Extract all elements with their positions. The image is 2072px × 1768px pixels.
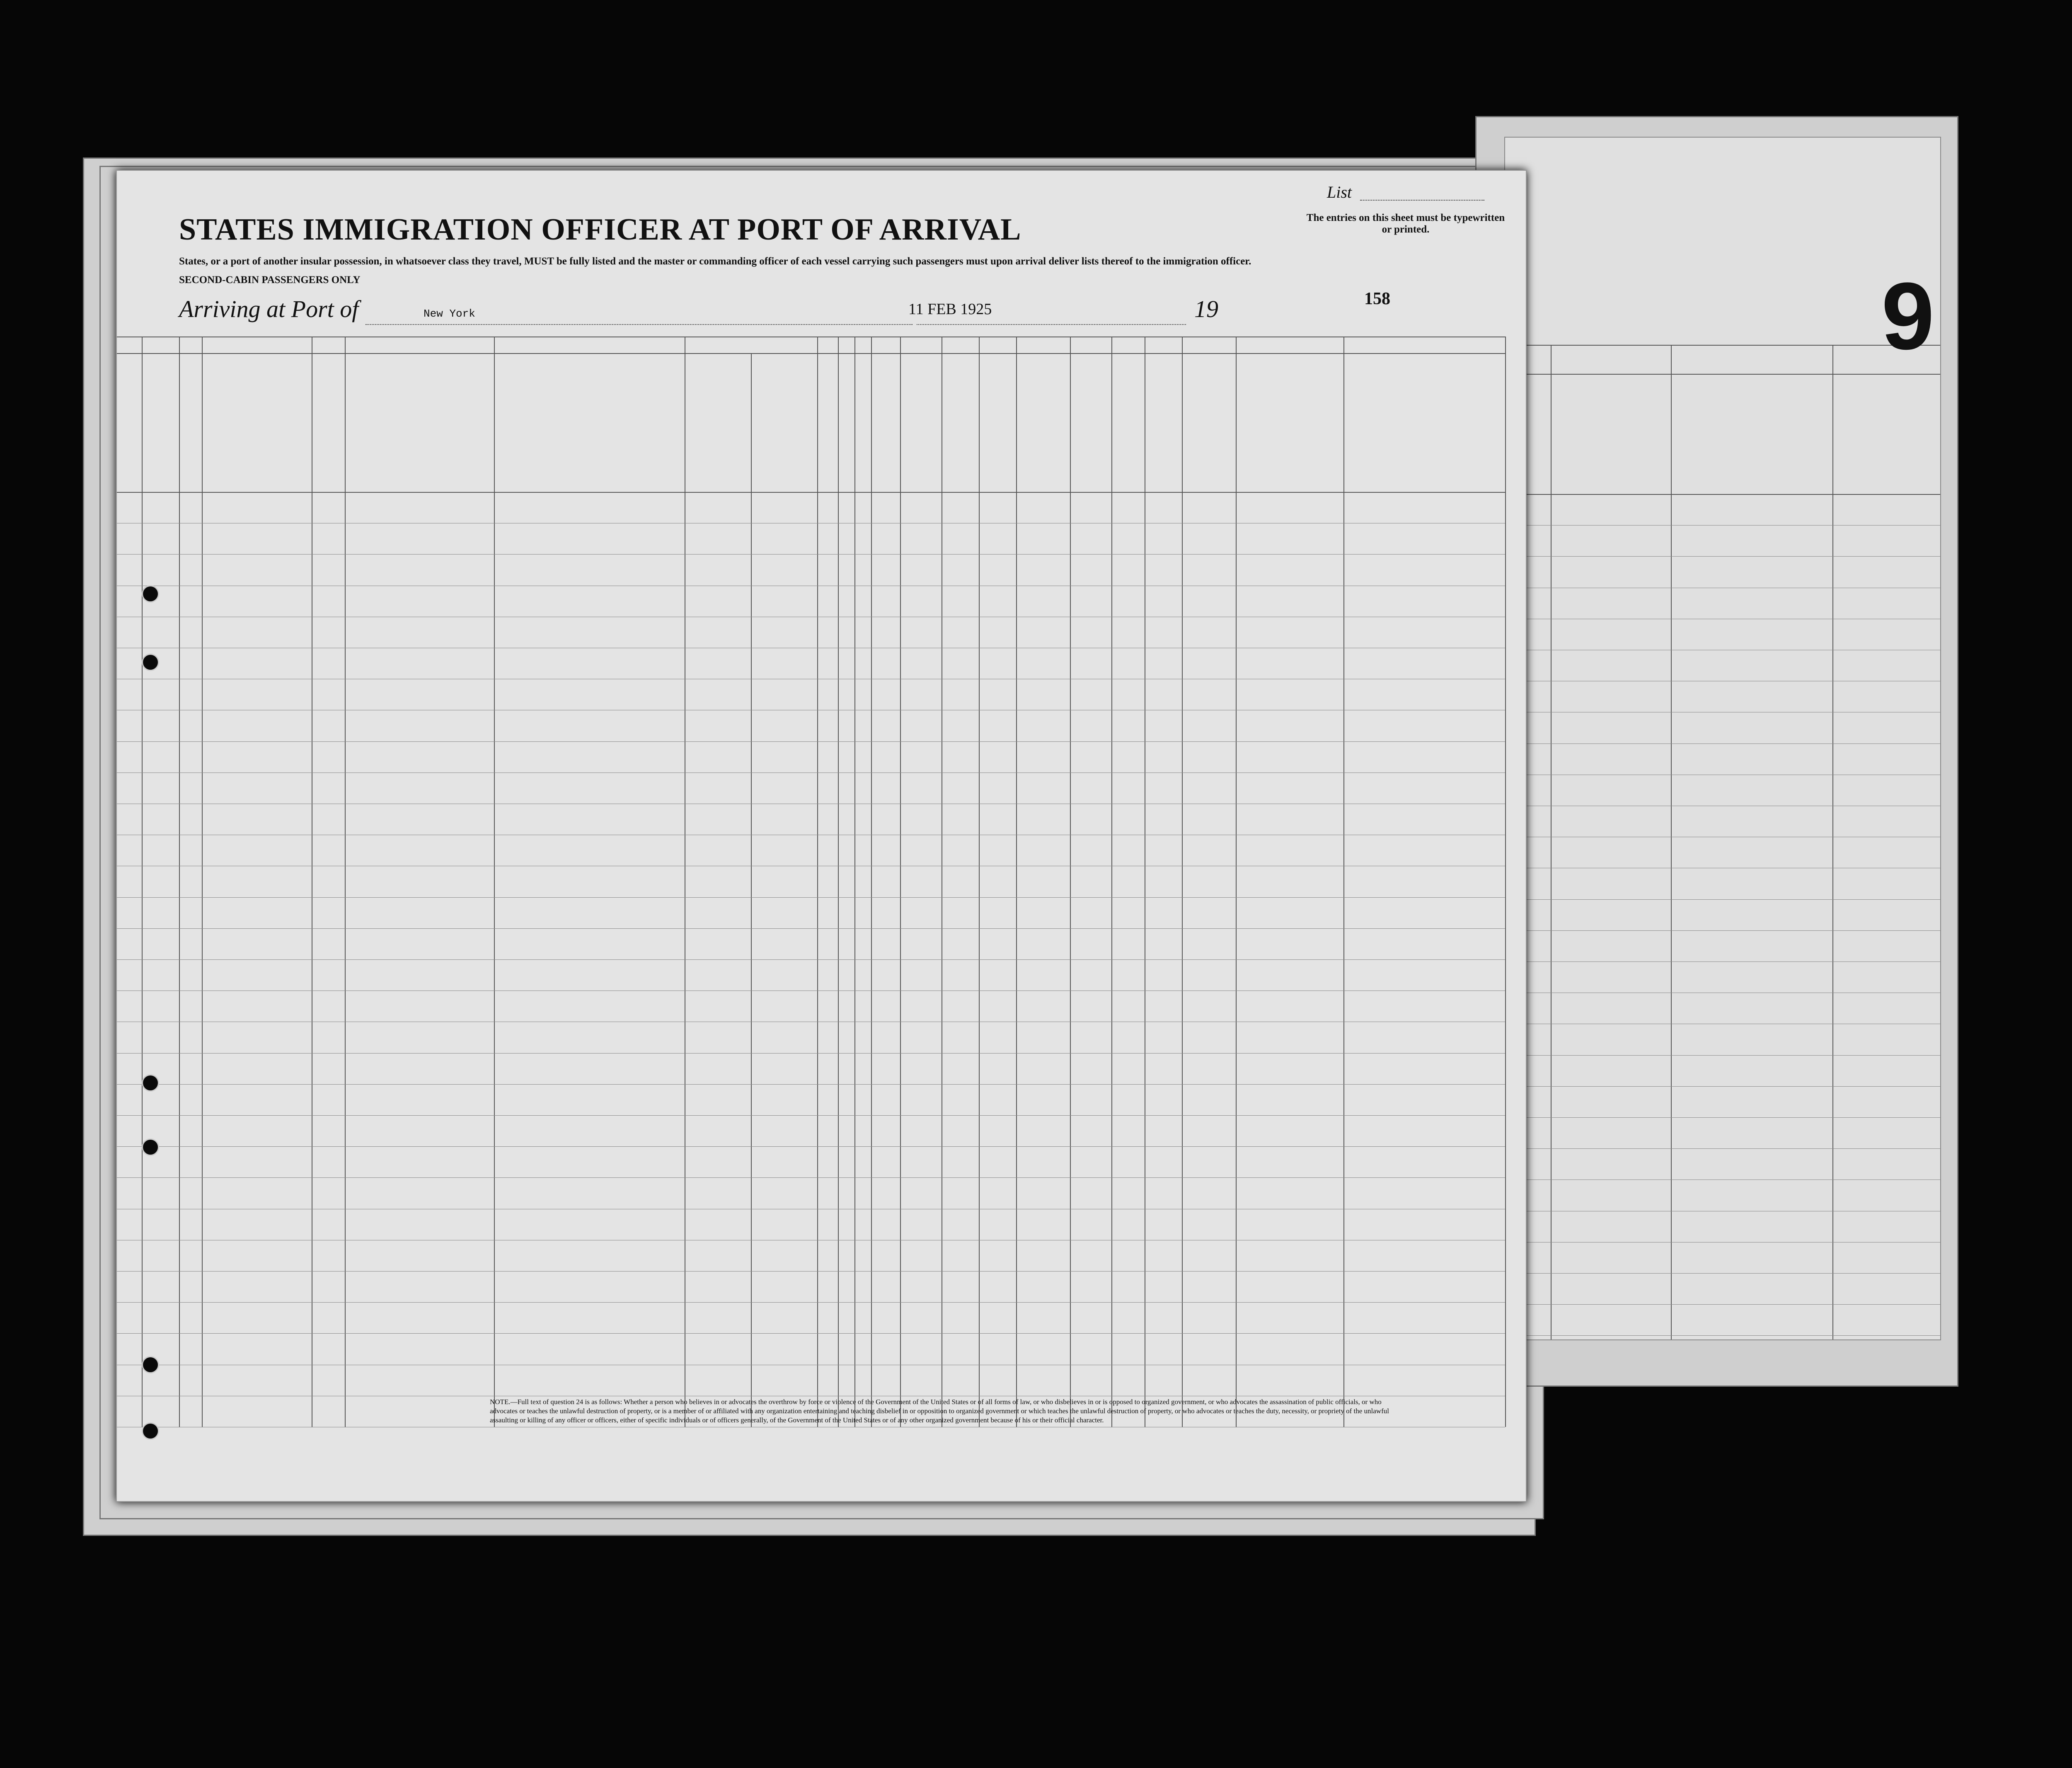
list-number-line bbox=[1360, 200, 1484, 201]
column-divider bbox=[871, 337, 872, 1427]
column-divider bbox=[900, 337, 901, 1427]
table-row-line bbox=[117, 741, 1505, 742]
right-row-line bbox=[1505, 556, 1940, 557]
table-row-line bbox=[117, 1333, 1505, 1334]
right-row-line bbox=[1505, 1179, 1940, 1180]
column-divider bbox=[817, 337, 818, 1427]
column-divider bbox=[838, 337, 839, 1427]
table-row-line bbox=[117, 1146, 1505, 1147]
port-value: New York bbox=[424, 308, 475, 320]
table-row-line bbox=[117, 554, 1505, 555]
binder-hole bbox=[142, 654, 159, 671]
table-row-line bbox=[117, 1302, 1505, 1303]
column-number-line bbox=[117, 353, 1505, 354]
right-divider bbox=[1671, 345, 1672, 1340]
column-divider bbox=[494, 337, 495, 1427]
column-divider bbox=[854, 337, 855, 1427]
year-label: 19 bbox=[1194, 295, 1218, 322]
list-label: List bbox=[1327, 183, 1352, 201]
column-divider bbox=[1070, 337, 1071, 1427]
table-row-line bbox=[117, 1115, 1505, 1116]
right-row-line bbox=[1505, 1273, 1940, 1274]
right-row-line bbox=[1505, 1117, 1940, 1118]
binder-hole bbox=[142, 1356, 159, 1373]
margin-page-number: 9 bbox=[1881, 263, 1934, 369]
table-row-line bbox=[117, 1084, 1505, 1085]
right-row-line bbox=[1505, 1086, 1940, 1087]
entries-note: The entries on this sheet must be typewritten or printed. bbox=[1306, 212, 1505, 235]
right-row-line bbox=[1505, 1304, 1940, 1305]
right-row-line bbox=[1505, 1055, 1940, 1056]
column-divider bbox=[979, 337, 980, 1427]
right-top-line bbox=[1505, 345, 1940, 346]
binder-hole bbox=[142, 1422, 159, 1440]
page-title: STATES IMMIGRATION OFFICER AT PORT OF ARRIVAL bbox=[179, 213, 1021, 247]
column-divider bbox=[1016, 337, 1017, 1427]
date-stamp: 11 FEB 1925 bbox=[908, 300, 992, 318]
instruction-text: States, or a port of another insular possession, in whatsoever class they travel, MUST be fully listed and the master or commanding officer of each vessel carrying such passengers must upon arrival deliver lists thereof to the immigration officer. bbox=[179, 256, 1251, 267]
column-divider bbox=[202, 337, 203, 1427]
column-divider bbox=[751, 353, 752, 1427]
table-row-line bbox=[117, 1053, 1505, 1054]
page-number: 158 bbox=[1364, 289, 1390, 308]
right-num-line bbox=[1505, 374, 1940, 375]
arriving-label: Arriving at Port of bbox=[179, 295, 359, 322]
date-line bbox=[917, 324, 1186, 325]
cabin-class-label: SECOND-CABIN PASSENGERS ONLY bbox=[179, 274, 361, 286]
table-row-line bbox=[117, 928, 1505, 929]
column-divider bbox=[1182, 337, 1183, 1427]
binder-hole bbox=[142, 1074, 159, 1092]
right-divider bbox=[1551, 345, 1552, 1340]
binder-hole bbox=[142, 585, 159, 603]
right-divider bbox=[1832, 345, 1833, 1340]
right-sheet bbox=[1504, 137, 1941, 1340]
right-head-line bbox=[1505, 494, 1940, 495]
column-divider bbox=[179, 337, 180, 1427]
column-divider bbox=[345, 337, 346, 1427]
right-row-line bbox=[1505, 525, 1940, 526]
column-divider bbox=[142, 337, 143, 1427]
table-row-line bbox=[117, 897, 1505, 898]
binder-hole bbox=[142, 1138, 159, 1156]
table-row-line bbox=[117, 1177, 1505, 1178]
right-row-line bbox=[1505, 899, 1940, 900]
right-row-line bbox=[1505, 930, 1940, 931]
header-bottom-line bbox=[117, 492, 1505, 493]
column-divider bbox=[1236, 337, 1237, 1427]
column-divider bbox=[1505, 337, 1506, 1427]
footnote: NOTE.—Full text of question 24 is as follows: Whether a person who believes in or advocates the overthrow by force or violence of the Government of the United States or of all forms of law, or who disbelieves in or is opposed to organized government, or who advocates the assassination of public officials, or who advocates or teaches the unlawful destruction of property, or is a member of or affiliated with any organization entertaining and teaching disbelief in or opposition to organized government or which teaches the unlawful destruction of property, or who advocates or teaches the duty, necessity, or propriety of the unlawful assaulting or killing of any officer or officers, either of specific individuals or of officers generally, of the Government of the United States or of any other organized government because of his or their official character. bbox=[490, 1398, 1389, 1424]
right-row-line bbox=[1505, 1148, 1940, 1149]
right-row-line bbox=[1505, 1335, 1940, 1336]
port-line bbox=[366, 324, 913, 325]
right-divider bbox=[1940, 345, 1941, 1340]
column-divider bbox=[1343, 337, 1344, 1427]
column-divider bbox=[1111, 337, 1112, 1427]
manifest-sheet bbox=[116, 170, 1527, 1502]
table-row-line bbox=[117, 1271, 1505, 1272]
table-row-line bbox=[117, 959, 1505, 960]
